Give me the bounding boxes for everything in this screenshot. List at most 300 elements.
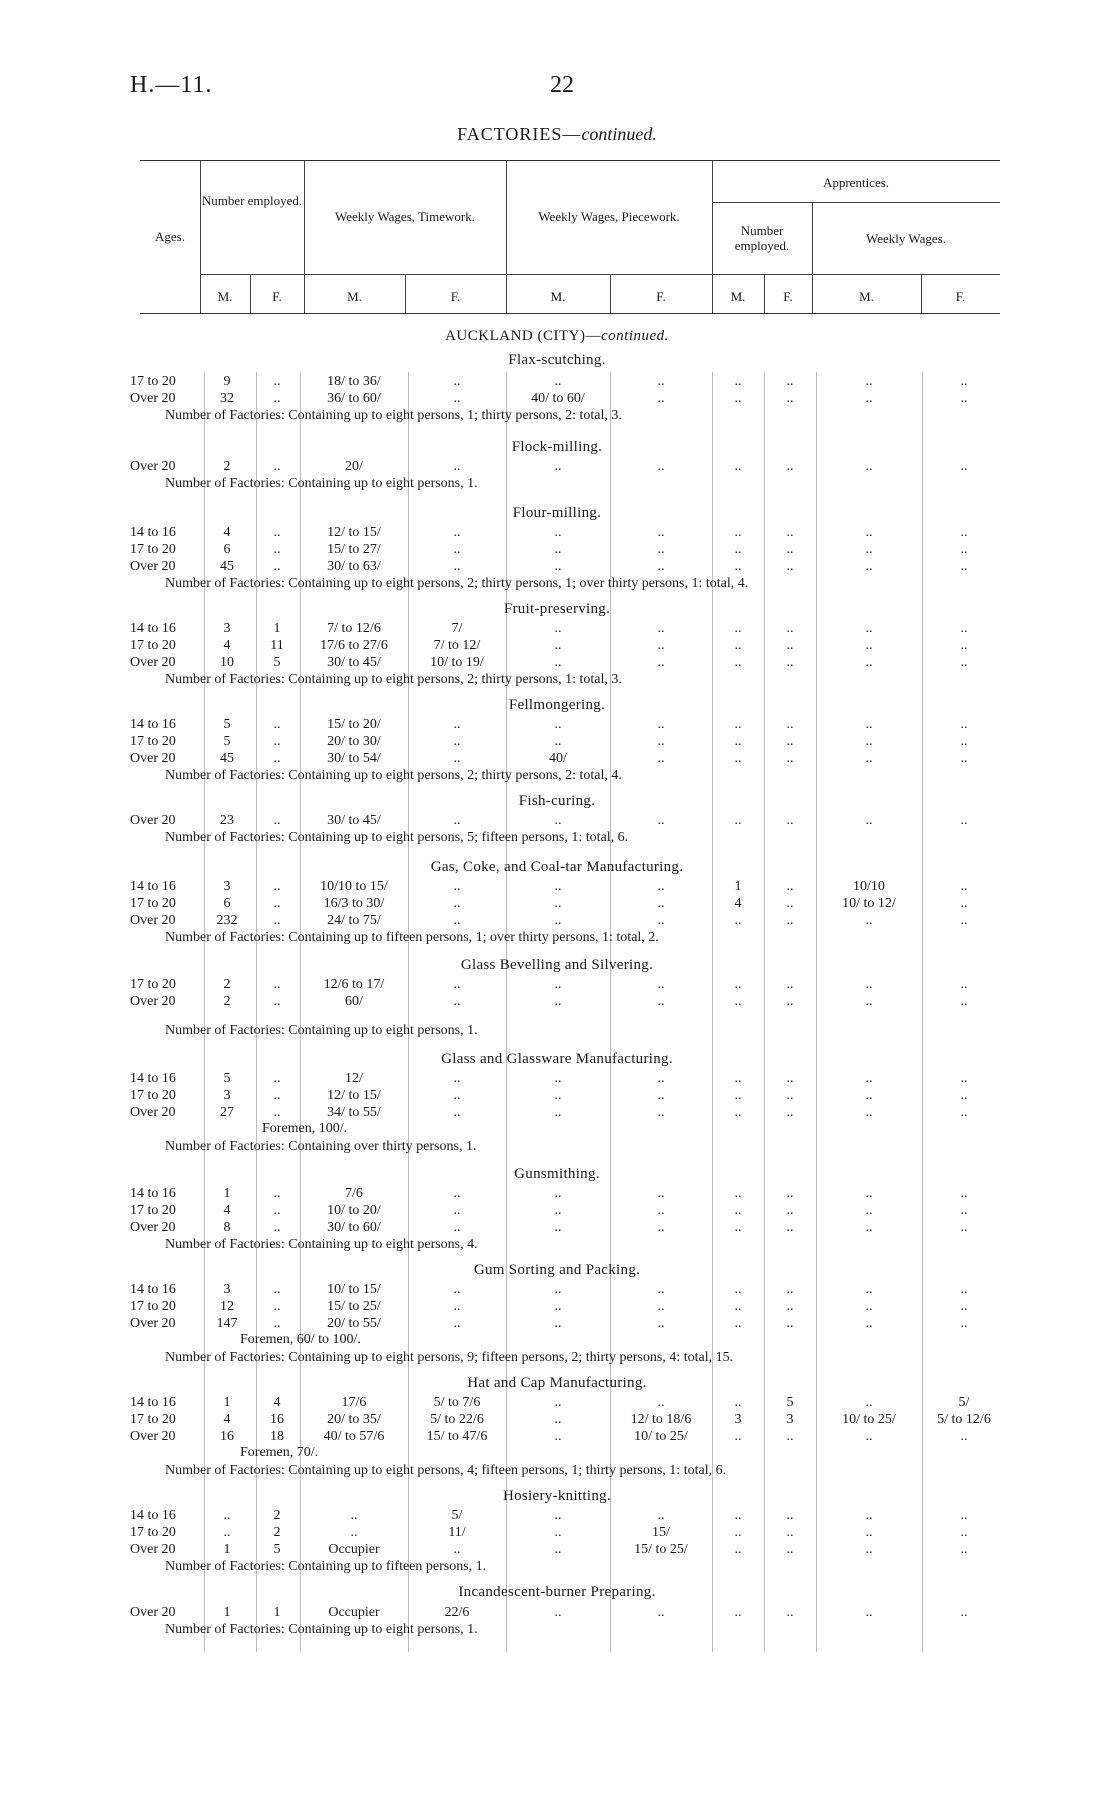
employed-female-cell: .. (273, 717, 281, 732)
age-cell: 17 to 20 (130, 734, 176, 749)
employed-male-cell: 5 (223, 717, 231, 732)
apprentice-wages-female-cell: .. (960, 896, 968, 911)
employed-female-cell: .. (273, 391, 281, 406)
timework-male-cell: 30/ to 45/ (327, 813, 381, 828)
apprentice-employed-male-cell: .. (734, 994, 742, 1009)
apprentice-wages-male-cell: .. (865, 621, 873, 636)
timework-female-cell: .. (453, 751, 461, 766)
table-row (0, 1104, 1114, 1121)
piecework-female-cell: 15/ (652, 1525, 670, 1540)
piecework-male-cell: .. (554, 1429, 562, 1444)
apprentice-wages-female-cell: .. (960, 391, 968, 406)
piecework-male-cell: .. (554, 896, 562, 911)
header-f: F. (656, 289, 666, 304)
piecework-male-cell: .. (554, 1282, 562, 1297)
employed-male-cell: 4 (223, 525, 231, 540)
employed-female-cell: .. (273, 542, 281, 557)
employed-female-cell: .. (273, 1105, 281, 1120)
table-row (0, 654, 1114, 671)
apprentice-employed-male-cell: .. (734, 1220, 742, 1235)
age-cell: 14 to 16 (130, 1071, 176, 1086)
employed-female-cell: .. (273, 525, 281, 540)
piecework-female-cell: 12/ to 18/6 (630, 1412, 692, 1427)
timework-female-cell: .. (453, 879, 461, 894)
age-cell: 14 to 16 (130, 1186, 176, 1201)
apprentice-wages-female-cell: .. (960, 1282, 968, 1297)
timework-female-cell: .. (453, 559, 461, 574)
section-title: Glass Bevelling and Silvering. (460, 957, 654, 973)
piecework-male-cell: .. (554, 1203, 562, 1218)
employed-male-cell: 4 (223, 638, 231, 653)
employed-female-cell: 5 (273, 655, 281, 670)
apprentice-wages-male-cell: .. (865, 542, 873, 557)
apprentice-wages-female-cell: .. (960, 1429, 968, 1444)
timework-male-cell: 10/ to 20/ (327, 1203, 381, 1218)
table-row (0, 1070, 1114, 1087)
apprentice-wages-female-cell: .. (960, 1605, 968, 1620)
age-cell: 14 to 16 (130, 1395, 176, 1410)
timework-female-cell: .. (453, 391, 461, 406)
employed-female-cell: 5 (273, 1542, 281, 1557)
age-cell: 14 to 16 (130, 1508, 176, 1523)
timework-female-cell: .. (453, 374, 461, 389)
piecework-female-cell: .. (657, 751, 665, 766)
table-row (0, 716, 1114, 733)
apprentice-wages-male-cell: .. (865, 638, 873, 653)
section-title: Gunsmithing. (514, 1166, 600, 1182)
piecework-male-cell: .. (554, 734, 562, 749)
table-row (0, 524, 1114, 541)
employed-male-cell: 16 (220, 1429, 234, 1444)
timework-male-cell: 30/ to 54/ (327, 751, 381, 766)
piecework-male-cell: .. (554, 994, 562, 1009)
apprentice-employed-female-cell: .. (786, 1282, 794, 1297)
employed-female-cell: 2 (273, 1525, 281, 1540)
piecework-male-cell: .. (554, 542, 562, 557)
age-cell: Over 20 (130, 1220, 176, 1235)
apprentice-employed-male-cell: .. (734, 1508, 742, 1523)
apprentice-wages-male-cell: .. (865, 1299, 873, 1314)
employed-female-cell: .. (273, 1282, 281, 1297)
factory-count-note: Number of Factories: Containing up to eight persons, 4. (165, 1237, 478, 1252)
timework-male-cell: 34/ to 55/ (327, 1105, 381, 1120)
employed-male-cell: 5 (223, 734, 231, 749)
apprentice-employed-female-cell: .. (786, 977, 794, 992)
employed-female-cell: .. (273, 559, 281, 574)
table-row (0, 1411, 1114, 1428)
section-title: Fellmongering. (508, 697, 606, 713)
apprentice-employed-male-cell: 3 (734, 1412, 742, 1427)
apprentice-wages-female-cell: .. (960, 1542, 968, 1557)
apprentice-wages-female-cell: .. (960, 813, 968, 828)
piecework-male-cell: 40/ (549, 751, 567, 766)
apprentice-employed-female-cell: .. (786, 751, 794, 766)
apprentice-wages-male-cell: .. (865, 813, 873, 828)
table-row (0, 541, 1114, 558)
apprentice-wages-male-cell: .. (865, 1071, 873, 1086)
timework-male-cell: 15/ to 20/ (327, 717, 381, 732)
age-cell: 17 to 20 (130, 542, 176, 557)
table-row (0, 1298, 1114, 1315)
apprentice-employed-male-cell: .. (734, 813, 742, 828)
timework-male-cell: 20/ (345, 459, 363, 474)
piecework-female-cell: .. (657, 459, 665, 474)
factory-count-note: Number of Factories: Containing up to eight persons, 1. (165, 1023, 478, 1038)
apprentice-employed-male-cell: .. (734, 977, 742, 992)
piecework-male-cell: .. (554, 1525, 562, 1540)
apprentice-employed-male-cell: .. (734, 459, 742, 474)
piecework-male-cell: .. (554, 1605, 562, 1620)
apprentice-wages-female-cell: .. (960, 977, 968, 992)
piecework-male-cell: .. (554, 1186, 562, 1201)
piecework-male-cell: .. (554, 374, 562, 389)
timework-female-cell: 5/ to 7/6 (433, 1395, 481, 1410)
timework-female-cell: .. (453, 1186, 461, 1201)
apprentice-employed-female-cell: .. (786, 896, 794, 911)
timework-male-cell: 24/ to 75/ (327, 913, 381, 928)
apprentice-wages-male-cell: .. (865, 1203, 873, 1218)
employed-male-cell: 10 (220, 655, 234, 670)
apprentice-wages-female-cell: .. (960, 1316, 968, 1331)
age-cell: 17 to 20 (130, 1088, 176, 1103)
employed-male-cell: 232 (216, 913, 238, 928)
apprentice-wages-female-cell: .. (960, 621, 968, 636)
employed-male-cell: 4 (223, 1412, 231, 1427)
apprentice-wages-male-cell: .. (865, 1542, 873, 1557)
table-row (0, 1281, 1114, 1298)
employed-male-cell: 3 (223, 1282, 231, 1297)
piecework-male-cell: .. (554, 525, 562, 540)
apprentice-employed-female-cell: .. (786, 1220, 794, 1235)
age-cell: Over 20 (130, 913, 176, 928)
table-row (0, 878, 1114, 895)
timework-female-cell: .. (453, 525, 461, 540)
apprentice-wages-male-cell: 10/10 (853, 879, 885, 894)
apprentice-employed-female-cell: .. (786, 879, 794, 894)
age-cell: 17 to 20 (130, 1203, 176, 1218)
timework-female-cell: 7/ to 12/ (433, 638, 481, 653)
apprentice-wages-male-cell: .. (865, 1105, 873, 1120)
employed-female-cell: .. (273, 977, 281, 992)
factory-count-note: Number of Factories: Containing up to fifteen persons, 1; over thirty persons, 1: total, 2. (165, 930, 659, 945)
timework-female-cell: .. (453, 1105, 461, 1120)
apprentice-wages-male-cell: .. (865, 525, 873, 540)
apprentice-employed-male-cell: .. (734, 1395, 742, 1410)
section-title: Flax-scutching. (508, 352, 606, 368)
apprentice-employed-female-cell: .. (786, 813, 794, 828)
table-row (0, 1524, 1114, 1541)
apprentice-wages-female-cell: .. (960, 525, 968, 540)
timework-male-cell: 12/ to 15/ (327, 1088, 381, 1103)
apprentice-wages-male-cell: .. (865, 1605, 873, 1620)
age-cell: 17 to 20 (130, 977, 176, 992)
apprentice-wages-female-cell: .. (960, 1220, 968, 1235)
apprentice-employed-male-cell: .. (734, 913, 742, 928)
apprentice-employed-male-cell: .. (734, 1071, 742, 1086)
employed-male-cell: 5 (223, 1071, 231, 1086)
timework-female-cell: .. (453, 1542, 461, 1557)
age-cell: Over 20 (130, 1429, 176, 1444)
employed-female-cell: 16 (270, 1412, 284, 1427)
timework-male-cell: 30/ to 60/ (327, 1220, 381, 1235)
piecework-male-cell: .. (554, 1105, 562, 1120)
apprentice-employed-male-cell: .. (734, 1316, 742, 1331)
city-title: AUCKLAND (CITY)—continued. (445, 328, 669, 344)
piecework-male-cell: .. (554, 459, 562, 474)
employed-female-cell: .. (273, 879, 281, 894)
employed-male-cell: 1 (223, 1605, 231, 1620)
piecework-female-cell: 10/ to 25/ (634, 1429, 688, 1444)
table-row (0, 812, 1114, 829)
apprentice-wages-male-cell: .. (865, 734, 873, 749)
apprentice-wages-female-cell: .. (960, 638, 968, 653)
timework-male-cell: 20/ to 35/ (327, 1412, 381, 1427)
employed-female-cell: .. (273, 913, 281, 928)
factory-count-note: Number of Factories: Containing up to fifteen persons, 1. (165, 1559, 487, 1574)
employed-male-cell: 3 (223, 621, 231, 636)
apprentice-employed-female-cell: 3 (786, 1412, 794, 1427)
apprentice-wages-male-cell: .. (865, 655, 873, 670)
age-cell: Over 20 (130, 391, 176, 406)
piecework-female-cell: .. (657, 1508, 665, 1523)
apprentice-employed-female-cell: .. (786, 913, 794, 928)
timework-male-cell: 15/ to 25/ (327, 1299, 381, 1314)
apprentice-employed-male-cell: .. (734, 638, 742, 653)
timework-female-cell: 7/ (451, 621, 463, 636)
apprentice-employed-female-cell: .. (786, 638, 794, 653)
timework-male-cell: 40/ to 57/6 (323, 1429, 385, 1444)
apprentice-wages-male-cell: .. (865, 994, 873, 1009)
factory-count-note: Number of Factories: Containing over thirty persons, 1. (165, 1139, 477, 1154)
timework-male-cell: 36/ to 60/ (327, 391, 381, 406)
apprentice-employed-female-cell: .. (786, 1186, 794, 1201)
piecework-female-cell: .. (657, 1220, 665, 1235)
apprentice-wages-male-cell: .. (865, 977, 873, 992)
timework-female-cell: 5/ to 22/6 (430, 1412, 484, 1427)
header-m: M. (217, 289, 233, 304)
timework-female-cell: .. (453, 913, 461, 928)
apprentice-employed-male-cell: .. (734, 1105, 742, 1120)
piecework-male-cell: .. (554, 913, 562, 928)
piecework-female-cell: .. (657, 1105, 665, 1120)
age-cell: 17 to 20 (130, 1299, 176, 1314)
employed-male-cell: 1 (223, 1186, 231, 1201)
apprentice-employed-female-cell: .. (786, 1105, 794, 1120)
apprentice-wages-male-cell: .. (865, 374, 873, 389)
piecework-female-cell: .. (657, 1605, 665, 1620)
table-row (0, 1202, 1114, 1219)
apprentice-employed-male-cell: .. (734, 1203, 742, 1218)
timework-male-cell: .. (350, 1525, 358, 1540)
timework-female-cell: .. (453, 1220, 461, 1235)
employed-female-cell: 1 (273, 1605, 281, 1620)
timework-male-cell: Occupier (328, 1542, 380, 1557)
piecework-female-cell: .. (657, 813, 665, 828)
age-cell: 14 to 16 (130, 879, 176, 894)
apprentice-employed-female-cell: .. (786, 525, 794, 540)
employed-female-cell: .. (273, 1071, 281, 1086)
piecework-female-cell: .. (657, 655, 665, 670)
employed-male-cell: 6 (223, 542, 231, 557)
section-title: Incandescent-burner Preparing. (458, 1584, 656, 1600)
header-weekly-wages-piecework: Weekly Wages, Piecework. (538, 209, 680, 224)
apprentice-wages-male-cell: .. (865, 717, 873, 732)
apprentice-wages-female-cell: .. (960, 717, 968, 732)
timework-female-cell: .. (453, 1088, 461, 1103)
age-cell: Over 20 (130, 751, 176, 766)
apprentice-wages-female-cell: .. (960, 751, 968, 766)
apprentice-employed-female-cell: .. (786, 717, 794, 732)
employed-male-cell: 32 (220, 391, 234, 406)
timework-female-cell: .. (453, 1316, 461, 1331)
timework-female-cell: .. (453, 1071, 461, 1086)
table-row (0, 1087, 1114, 1104)
apprentice-wages-female-cell: .. (960, 734, 968, 749)
apprentice-employed-male-cell: .. (734, 391, 742, 406)
header-f: F. (955, 289, 966, 304)
employed-female-cell: 4 (273, 1395, 281, 1410)
table-row (0, 558, 1114, 575)
piecework-male-cell: .. (554, 1316, 562, 1331)
piecework-female-cell: .. (657, 1203, 665, 1218)
timework-female-cell: .. (453, 1203, 461, 1218)
table-row (0, 1219, 1114, 1236)
apprentice-employed-female-cell: .. (786, 1605, 794, 1620)
employed-female-cell: .. (273, 1186, 281, 1201)
employed-female-cell: 11 (270, 638, 284, 653)
report-code: H.—11. (130, 72, 213, 98)
apprentice-employed-male-cell: .. (734, 1605, 742, 1620)
table-row (0, 1604, 1114, 1621)
section-title: Hat and Cap Manufacturing. (467, 1375, 647, 1391)
apprentice-employed-male-cell: .. (734, 1525, 742, 1540)
apprentice-wages-female-cell: .. (960, 1105, 968, 1120)
foremen-wage-note: Foremen, 70/. (240, 1445, 319, 1460)
apprentice-employed-female-cell: .. (786, 374, 794, 389)
timework-female-cell: 11/ (448, 1525, 466, 1540)
apprentice-employed-female-cell: .. (786, 994, 794, 1009)
apprentice-employed-female-cell: .. (786, 1508, 794, 1523)
employed-female-cell: .. (273, 896, 281, 911)
age-cell: Over 20 (130, 994, 176, 1009)
apprentice-wages-female-cell: .. (960, 1071, 968, 1086)
apprentice-wages-male-cell: .. (865, 751, 873, 766)
timework-male-cell: 17/6 (341, 1395, 367, 1410)
age-cell: Over 20 (130, 1605, 176, 1620)
piecework-male-cell: .. (554, 1299, 562, 1314)
timework-female-cell: .. (453, 542, 461, 557)
timework-male-cell: 18/ to 36/ (327, 374, 381, 389)
factory-count-note: Number of Factories: Containing up to eight persons, 5; fifteen persons, 1: total, 6. (165, 830, 629, 845)
piecework-female-cell: .. (657, 391, 665, 406)
timework-female-cell: .. (453, 813, 461, 828)
piecework-male-cell: .. (554, 1220, 562, 1235)
apprentice-employed-male-cell: .. (734, 1542, 742, 1557)
apprentice-employed-female-cell: 5 (786, 1395, 794, 1410)
piecework-male-cell: .. (554, 813, 562, 828)
apprentice-employed-female-cell: .. (786, 1542, 794, 1557)
timework-male-cell: Occupier (328, 1605, 380, 1620)
header-m: M. (550, 289, 566, 304)
employed-male-cell: 2 (223, 977, 231, 992)
apprentice-employed-male-cell: .. (734, 559, 742, 574)
piecework-female-cell: .. (657, 1282, 665, 1297)
table-row (0, 750, 1114, 767)
age-cell: 17 to 20 (130, 374, 176, 389)
employed-female-cell: .. (273, 1220, 281, 1235)
apprentice-wages-male-cell: .. (865, 559, 873, 574)
apprentice-wages-female-cell: .. (960, 1088, 968, 1103)
apprentice-wages-male-cell: .. (865, 1088, 873, 1103)
header-apprentices: Apprentices. (822, 175, 890, 190)
table-row (0, 1507, 1114, 1524)
employed-male-cell: 45 (220, 751, 234, 766)
factory-count-note: Number of Factories: Containing up to eight persons, 2; thirty persons, 2: total, 4. (165, 768, 622, 783)
table-row (0, 993, 1114, 1010)
piecework-male-cell: .. (554, 559, 562, 574)
section-title: Hosiery-knitting. (502, 1488, 611, 1504)
foremen-wage-note: Foremen, 100/. (262, 1121, 348, 1136)
apprentice-employed-male-cell: .. (734, 751, 742, 766)
section-title: Flock-milling. (511, 439, 603, 455)
apprentice-employed-female-cell: .. (786, 559, 794, 574)
piecework-male-cell: .. (554, 1412, 562, 1427)
employed-male-cell: 3 (223, 1088, 231, 1103)
timework-female-cell: 5/ (451, 1508, 463, 1523)
timework-female-cell: 10/ to 19/ (430, 655, 484, 670)
piecework-male-cell: .. (554, 1542, 562, 1557)
table-row (0, 1315, 1114, 1332)
header-f: F. (783, 289, 793, 304)
factory-count-note: Number of Factories: Containing up to eight persons, 2; thirty persons, 1: total, 3. (165, 672, 622, 687)
apprentice-wages-female-cell: .. (960, 559, 968, 574)
employed-male-cell: 1 (223, 1395, 231, 1410)
table-row (0, 373, 1114, 390)
header-app-weekly-wages: Weekly Wages. (866, 231, 946, 246)
factory-count-note: Number of Factories: Containing up to eight persons, 4; fifteen persons, 1; thirty persons, 1: total, 6. (165, 1463, 727, 1478)
apprentice-wages-female-cell: .. (960, 879, 968, 894)
employed-male-cell: 6 (223, 896, 231, 911)
page-number: 22 (550, 72, 574, 98)
employed-male-cell: 147 (216, 1316, 238, 1331)
apprentice-employed-female-cell: .. (786, 621, 794, 636)
factory-count-note: Number of Factories: Containing up to eight persons, 9; fifteen persons, 2; thirty persons, 4: total, 15. (165, 1350, 734, 1365)
apprentice-employed-male-cell: .. (734, 542, 742, 557)
header-f: F. (450, 289, 461, 304)
apprentice-wages-female-cell: .. (960, 1186, 968, 1201)
timework-female-cell: .. (453, 1299, 461, 1314)
apprentice-employed-female-cell: .. (786, 1203, 794, 1218)
employed-male-cell: .. (223, 1525, 231, 1540)
apprentice-employed-male-cell: .. (734, 525, 742, 540)
column-header (140, 160, 1000, 314)
timework-male-cell: 12/ to 15/ (327, 525, 381, 540)
age-cell: Over 20 (130, 1542, 176, 1557)
header-ages: Ages. (155, 229, 185, 244)
timework-male-cell: 10/ to 15/ (327, 1282, 381, 1297)
apprentice-wages-female-cell: 5/ (958, 1395, 970, 1410)
employed-male-cell: 8 (223, 1220, 231, 1235)
piecework-female-cell: .. (657, 896, 665, 911)
timework-male-cell: 20/ to 55/ (327, 1316, 381, 1331)
apprentice-wages-female-cell: .. (960, 1203, 968, 1218)
foremen-wage-note: Foremen, 60/ to 100/. (240, 1332, 361, 1347)
piecework-male-cell: .. (554, 1508, 562, 1523)
header-m: M. (347, 289, 362, 304)
piecework-female-cell: .. (657, 913, 665, 928)
employed-female-cell: .. (273, 1316, 281, 1331)
timework-male-cell: .. (350, 1508, 358, 1523)
